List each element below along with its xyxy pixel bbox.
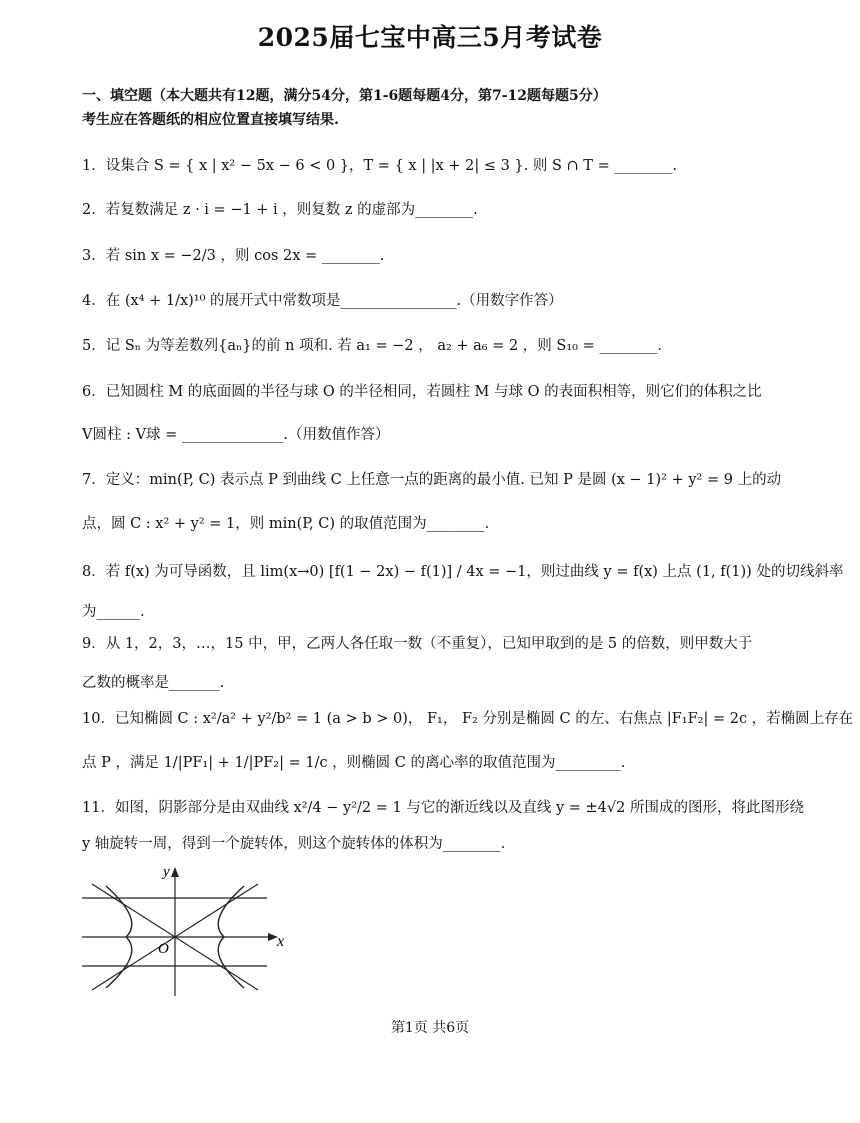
section-heading: 一、填空题（本大题共有12题，满分54分，第1-6题每题4分，第7-12题每题5分）: [82, 88, 607, 104]
question-4: 4．在 (x⁴ + 1/x)¹⁰ 的展开式中常数项是________________.（用数字作答）: [82, 293, 563, 309]
page-footer: 第1页 共6页: [390, 1020, 470, 1036]
section-instruction: 考生应在答题纸的相应位置直接填写结果.: [82, 112, 339, 128]
question-6: 6．已知圆柱 M 的底面圆的半径与球 O 的半径相同，若圆柱 M 与球 O 的表面积相等，则它们的体积之比 V圆柱 : V球 = ______________.（用数值作答）: [82, 384, 762, 443]
page-title: 2025届七宝中高三5月考试卷: [257, 23, 603, 52]
question-7: 7．定义：min(P, C) 表示点 P 到曲线 C 上任意一点的距离的最小值. 已知 P 是圆 (x − 1)² + y² = 9 上的动 点，圆 C : x² + y² = 1，则 min(P, C) 的取值范围为________.: [82, 472, 782, 532]
question-2: 2．若复数满足 z · i = −1 + i ，则复数 z 的虚部为________.: [82, 202, 478, 218]
question-1: 1．设集合 S = { x | x² − 5x − 6 < 0 }，T = { x | |x + 2| ≤ 3 }. 则 S ∩ T = ________.: [82, 158, 677, 174]
question-11: 11．如图，阴影部分是由双曲线 x²/4 − y²/2 = 1 与它的渐近线以及直线 y = ±4√2 所围成的图形，将此图形绕 y 轴旋转一周，得到一个旋转体，则这个旋转体的体积为________.: [82, 800, 804, 852]
question-10: 10．已知椭圆 C : x²/a² + y²/b² = 1 (a > b > 0)， F₁， F₂ 分别是椭圆 C 的左、右焦点 |F₁F₂| = 2c ，若椭圆上存在 点 P ，满足 1/|PF₁| + 1/|PF₂| = 1/c ，则椭圆 C 的离心率的取值范围为_________.: [82, 711, 854, 771]
question-3: 3．若 sin x = −2/3 ，则 cos 2x = ________.: [82, 248, 385, 264]
origin-label: O: [158, 941, 169, 957]
x-axis-label: x: [277, 933, 285, 950]
section-header: [82, 84, 607, 132]
question-8: 8．若 f(x) 为可导函数，且 lim(x→0) [f(1 − 2x) − f(1)] / 4x = −1，则过曲线 y = f(x) 上点 (1, f(1)) 处的切线斜率 为______.: [82, 564, 844, 620]
hyperbola-diagram: [82, 862, 292, 996]
y-axis-arrow: [171, 867, 179, 877]
question-9: 9．从 1，2，3，…，15 中，甲，乙两人各任取一数（不重复），已知甲取到的是 5 的倍数，则甲数大于 乙数的概率是_______.: [82, 636, 753, 691]
y-axis-label: y: [163, 864, 170, 880]
hyperbola-figure: [82, 862, 292, 1000]
question-5: 5．记 Sₙ 为等差数列{aₙ}的前 n 项和. 若 a₁ = −2 ， a₂ + a₆ = 2 ，则 S₁₀ = ________.: [82, 338, 662, 354]
